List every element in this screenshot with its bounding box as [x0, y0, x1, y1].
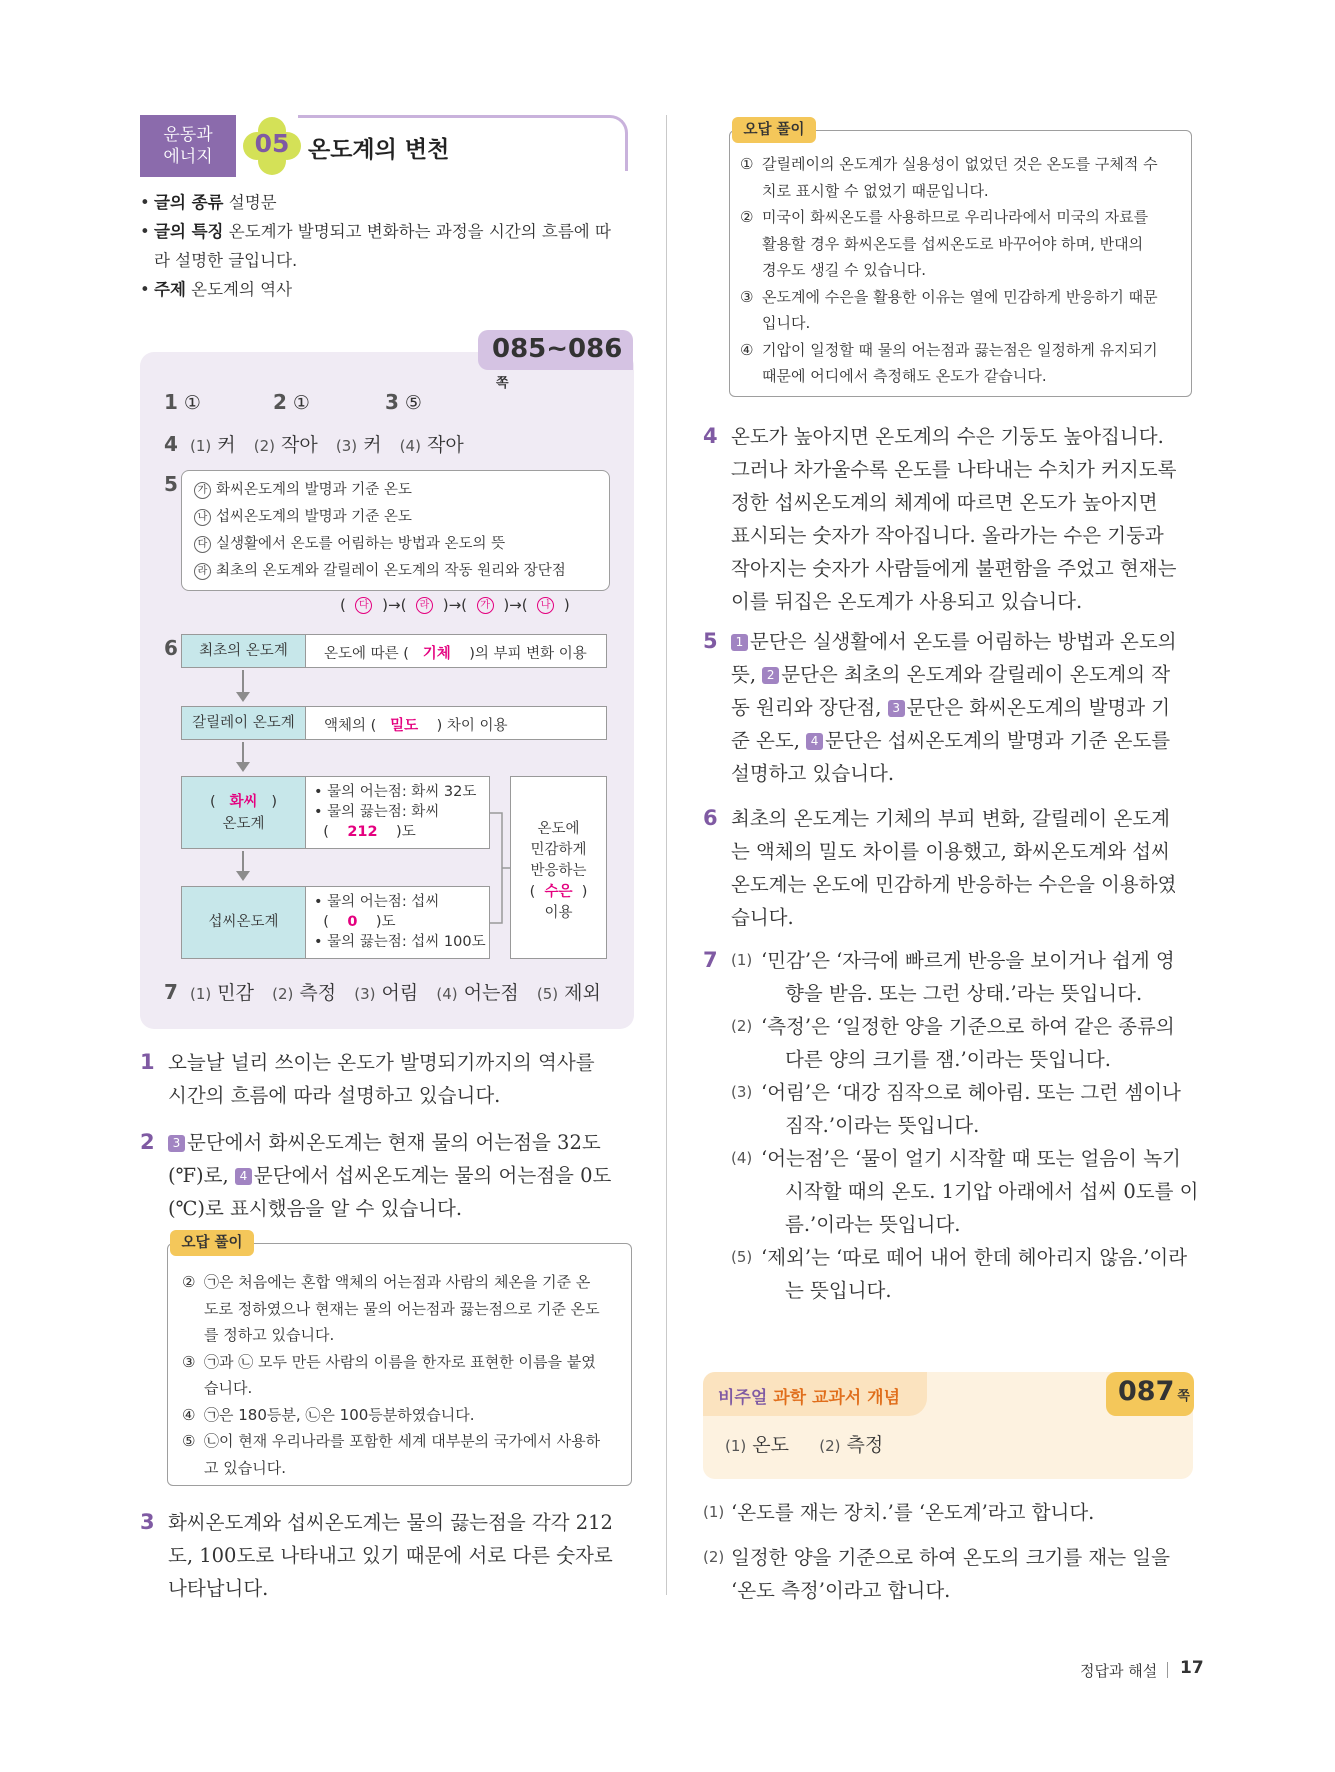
visual-page-tag: 087 쪽: [1106, 1372, 1194, 1416]
answer-1: 1 ①: [164, 390, 201, 414]
category-label: 운동과 에너지: [140, 115, 236, 177]
summary-item: 가 화씨온도계의 발명과 기준 온도: [194, 477, 609, 504]
column-divider: [666, 115, 667, 1595]
expl-2-number: 2: [140, 1130, 155, 1154]
expl-7-1: (1) ‘민감’은 ‘자극에 빠르게 반응을 보이거나 쉽게 영 향을 받음. 또는 그런 상태.’라는 뜻입니다.: [731, 949, 1175, 1005]
paragraph-summary-box: [181, 470, 610, 591]
expl-1-number: 1: [140, 1050, 155, 1074]
expl-4: 온도가 높아지면 온도계의 수은 기둥도 높아집니다. 그러나 차가울수록 온도를 나타내는 수치가 커지도록 정한 섭씨온도계의 체계에 따르면 온도가 높아지면 표시되는 숫자가 작아집니다. 올라가는 수은 기둥과 작아지는 숫자가 사람들에게 불편함을 주었고 현재는 이를 뒤집은 온도계가 사용되고 있습니다.: [731, 425, 1177, 613]
wrong-answer-box-right: ① 갈릴레이의 온도계가 실용성이 없었던 것은 온도를 구체적 수 치로 표시할 수 없었기 때문입니다. ② 미국이 화씨온도를 사용하므로 우리나라에서 미국의 자료를 활용할 경우 화씨온도를 섭씨온도로 바꾸어야 하며, 반대의 경우도 생길 수 있습니다. ③ 온도계에 수은을 활용한 이유는 열에 민감하게 반응하기 때문 입니다. ④ 기압이 일정할 때 물의 어는점과 끓는점은 일정하게 유지되기 때문에 어디에서 측정해도 온도가 같습니다.: [729, 130, 1192, 397]
visual-concept-tag: 비주얼 과학 교과서 개념: [703, 1372, 927, 1416]
expl-3-number: 3: [140, 1510, 155, 1534]
expl-3: 화씨온도계와 섭씨온도계는 물의 끓는점을 각각 212 도, 100도로 나타내고 있기 때문에 서로 다른 숫자로 나타납니다.: [168, 1511, 613, 1600]
info-row: • 주제 온도계의 역사: [140, 275, 650, 304]
expl-7-4: (4) ‘어는점’은 ‘물이 얼기 시작할 때 또는 얼음이 녹기 시작할 때의 온도. 1기압 아래에서 섭씨 0도를 이 름.’이라는 뜻입니다.: [731, 1147, 1199, 1236]
expl-7-number: 7: [703, 948, 718, 972]
paragraph-order: ( 다 )→( 라 )→( 가 )→( 나 ): [340, 596, 570, 614]
expl-7-5: (5) ‘제외’는 ‘따로 떼어 내어 한데 헤아리지 않음.’이라 는 뜻입니다.: [731, 1246, 1188, 1302]
mercury-box: 온도에 민감하게 반응하는 ( 수은 ) 이용: [510, 776, 607, 959]
expl-4-number: 4: [703, 424, 718, 448]
page-tag: 085~086쪽: [478, 330, 633, 370]
visual-answers: (1) 온도 (2) 측정: [725, 1434, 884, 1456]
summary-item: 나 섭씨온도계의 발명과 기준 온도: [194, 504, 609, 531]
info-row: • 글의 종류 설명문: [140, 188, 650, 217]
bracket-connector: [490, 776, 510, 960]
wrong-answer-box-left: ② ㉠은 처음에는 혼합 액체의 어는점과 사람의 체온을 기준 온 도로 정하였으나 현재는 물의 어는점과 끓는점으로 기준 온도 를 정하고 있습니다. ③ ㉠과 ㉡ 모두 만든 사람의 이름을 한자로 표현한 이름을 붙였 습니다. ④ ㉠은 180등분, ㉡은 100등분하였습니다. ⑤ ㉡이 현재 우리나라를 포함한 세계 대부분의 국가에서 사용하 고 있습니다.: [167, 1243, 632, 1486]
expl-7-2: (2) ‘측정’은 ‘일정한 양을 기준으로 하여 같은 종류의 다른 양의 크기를 잼.’이라는 뜻입니다.: [731, 1015, 1175, 1071]
text-info: [140, 188, 650, 304]
answer-4: 4 (1) 커 (2) 작아 (3) 커 (4) 작아: [164, 432, 464, 456]
expl-1: 오늘날 널리 쓰이는 온도가 발명되기까지의 역사를 시간의 흐름에 따라 설명하고 있습니다.: [168, 1051, 595, 1107]
down-arrow-icon: [242, 670, 244, 700]
answer-7: 7 (1) 민감 (2) 측정 (3) 어림 (4) 어는점 (5) 제외: [164, 980, 601, 1004]
expl-6-number: 6: [703, 806, 718, 830]
down-arrow-icon: [242, 851, 244, 879]
section-title: 온도계의 변천: [308, 137, 450, 163]
answer-3: 3 ⑤: [385, 390, 422, 414]
expl-5: 1 문단은 실생활에서 온도를 어림하는 방법과 온도의 뜻, 2 문단은 최초의 온도계와 갈릴레이 온도계의 작 동 원리와 장단점, 3 문단은 화씨온도계의 발명과 기 준 온도, 4 문단은 섭씨온도계의 발명과 기준 온도를 설명하고 있습니다.: [731, 630, 1177, 785]
summary-item: 라 최초의 온도계와 갈릴레이 온도계의 작동 원리와 장단점: [194, 558, 609, 585]
visual-expl-1: (1) ‘온도를 재는 장치.’를 ‘온도계’라고 합니다.: [703, 1501, 1095, 1524]
info-row: • 글의 특징 온도계가 발명되고 변화하는 과정을 시간의 흐름에 따: [140, 217, 650, 246]
section-header: [140, 115, 640, 181]
section-number: 05: [254, 129, 290, 158]
summary-item: 다 실생활에서 온도를 어림하는 방법과 온도의 뜻: [194, 531, 609, 558]
wrong-answer-tag: 오답 풀이: [170, 1230, 254, 1256]
expl-2: 3 문단에서 화씨온도계는 현재 물의 어는점을 32도 (℉)로, 4 문단에서 섭씨온도계는 물의 어는점을 0도 (℃)로 표시했음을 알 수 있습니다.: [168, 1131, 612, 1220]
flow-row-celsius: 섭씨온도계 • 물의 어는점: 섭씨 ( 0 )도 • 물의 끓는점: 섭씨 100도: [181, 886, 490, 959]
page-number: 17: [1180, 1658, 1204, 1678]
answer-6-number: 6: [164, 636, 178, 660]
flow-row-galilei: 갈릴레이 온도계 액체의 ( 밀도 ) 차이 이용: [181, 706, 607, 740]
info-row-cont: 라 설명한 글입니다.: [154, 251, 298, 270]
expl-5-number: 5: [703, 629, 718, 653]
visual-expl-2: (2) 일정한 양을 기준으로 하여 온도의 크기를 재는 일을 ‘온도 측정’이라고 합니다.: [703, 1546, 1170, 1602]
footer-divider: [1167, 1662, 1168, 1678]
down-arrow-icon: [242, 742, 244, 770]
footer-label: 정답과 해설: [1080, 1662, 1158, 1680]
wrong-answer-tag: 오답 풀이: [732, 117, 816, 143]
flow-row-first: 최초의 온도계 온도에 따른 ( 기체 )의 부피 변화 이용: [181, 634, 607, 668]
expl-7-3: (3) ‘어림’은 ‘대강 짐작으로 헤아림. 또는 그런 셈이나 짐작.’이라는 뜻입니다.: [731, 1081, 1181, 1137]
answer-2: 2 ①: [273, 390, 310, 414]
expl-6: 최초의 온도계는 기체의 부피 변화, 갈릴레이 온도계 는 액체의 밀도 차이를 이용했고, 화씨온도계와 섭씨 온도계는 온도에 민감하게 반응하는 수은을 이용하였 습니다.: [731, 807, 1177, 929]
answer-5-number: 5: [164, 472, 178, 496]
flow-row-fahrenheit: ( 화씨 ) 온도계 • 물의 어는점: 화씨 32도 • 물의 끓는점: 화씨 ( 212 )도: [181, 776, 490, 849]
